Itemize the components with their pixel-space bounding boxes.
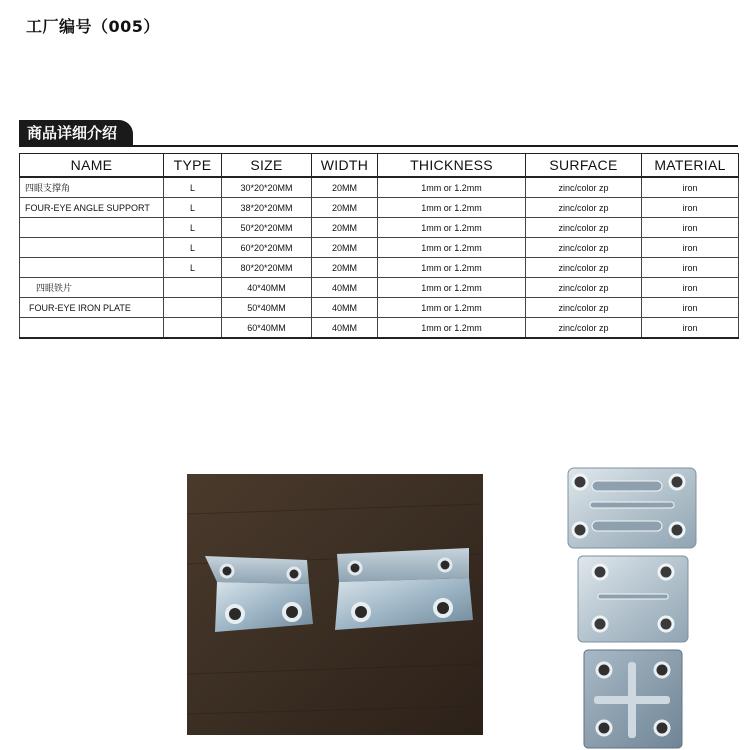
cell-name: FOUR-EYE IRON PLATE: [20, 298, 164, 318]
cell-type: [164, 278, 222, 298]
angle-bracket-photo: [187, 474, 483, 735]
cell-name: [20, 218, 164, 238]
cell-thickness: 1mm or 1.2mm: [378, 177, 526, 198]
cell-name: 四眼支撑角: [20, 177, 164, 198]
cell-material: iron: [642, 258, 739, 278]
cell-width: 20MM: [312, 258, 378, 278]
col-header-size: SIZE: [222, 154, 312, 178]
cell-width: 40MM: [312, 298, 378, 318]
cell-type: L: [164, 258, 222, 278]
cell-surface: zinc/color zp: [526, 198, 642, 218]
table-row: [20, 238, 739, 258]
cell-size: 80*20*20MM: [222, 258, 312, 278]
cell-width: 20MM: [312, 238, 378, 258]
cell-type: L: [164, 218, 222, 238]
table-row: [20, 298, 739, 318]
cell-type: L: [164, 198, 222, 218]
cell-thickness: 1mm or 1.2mm: [378, 258, 526, 278]
cell-thickness: 1mm or 1.2mm: [378, 218, 526, 238]
cell-width: 20MM: [312, 177, 378, 198]
cell-name: [20, 318, 164, 339]
cell-width: 40MM: [312, 278, 378, 298]
cell-width: 40MM: [312, 318, 378, 339]
cell-material: iron: [642, 298, 739, 318]
table-header-row: [20, 154, 739, 178]
section-title: 商品详细介绍: [19, 120, 133, 146]
cell-thickness: 1mm or 1.2mm: [378, 278, 526, 298]
table-row: [20, 198, 739, 218]
cell-thickness: 1mm or 1.2mm: [378, 298, 526, 318]
col-header-width: WIDTH: [312, 154, 378, 178]
cell-size: 50*20*20MM: [222, 218, 312, 238]
cell-thickness: 1mm or 1.2mm: [378, 318, 526, 339]
cell-width: 20MM: [312, 198, 378, 218]
cell-size: 30*20*20MM: [222, 177, 312, 198]
cell-size: 40*40MM: [222, 278, 312, 298]
cell-material: iron: [642, 218, 739, 238]
table-row: [20, 278, 739, 298]
cell-type: [164, 318, 222, 339]
section-header: [19, 120, 738, 148]
cell-material: iron: [642, 177, 739, 198]
table-row: [20, 177, 739, 198]
table-row: [20, 258, 739, 278]
cell-surface: zinc/color zp: [526, 218, 642, 238]
table-row: [20, 218, 739, 238]
table-row: [20, 318, 739, 339]
cell-size: 38*20*20MM: [222, 198, 312, 218]
col-header-surface: SURFACE: [526, 154, 642, 178]
cell-surface: zinc/color zp: [526, 278, 642, 298]
cell-type: [164, 298, 222, 318]
cell-material: iron: [642, 198, 739, 218]
cell-type: L: [164, 238, 222, 258]
cell-width: 20MM: [312, 218, 378, 238]
cell-thickness: 1mm or 1.2mm: [378, 238, 526, 258]
cell-type: L: [164, 177, 222, 198]
cell-material: iron: [642, 278, 739, 298]
cell-surface: zinc/color zp: [526, 298, 642, 318]
col-header-name: NAME: [20, 154, 164, 178]
cell-name: [20, 258, 164, 278]
cell-name: [20, 238, 164, 258]
spec-table: [19, 153, 739, 339]
cell-surface: zinc/color zp: [526, 318, 642, 339]
cell-size: 60*20*20MM: [222, 238, 312, 258]
cell-size: 60*40MM: [222, 318, 312, 339]
cell-material: iron: [642, 238, 739, 258]
col-header-material: MATERIAL: [642, 154, 739, 178]
cell-surface: zinc/color zp: [526, 238, 642, 258]
cell-name: FOUR-EYE ANGLE SUPPORT: [20, 198, 164, 218]
cell-material: iron: [642, 318, 739, 339]
col-header-type: TYPE: [164, 154, 222, 178]
cell-thickness: 1mm or 1.2mm: [378, 198, 526, 218]
section-divider: [19, 145, 738, 147]
col-header-thickness: THICKNESS: [378, 154, 526, 178]
factory-code-title: 工厂编号（005）: [26, 17, 160, 36]
cell-name: 四眼铁片: [20, 278, 164, 298]
cell-size: 50*40MM: [222, 298, 312, 318]
cell-surface: zinc/color zp: [526, 258, 642, 278]
iron-plate-photo: [562, 464, 702, 750]
cell-surface: zinc/color zp: [526, 177, 642, 198]
